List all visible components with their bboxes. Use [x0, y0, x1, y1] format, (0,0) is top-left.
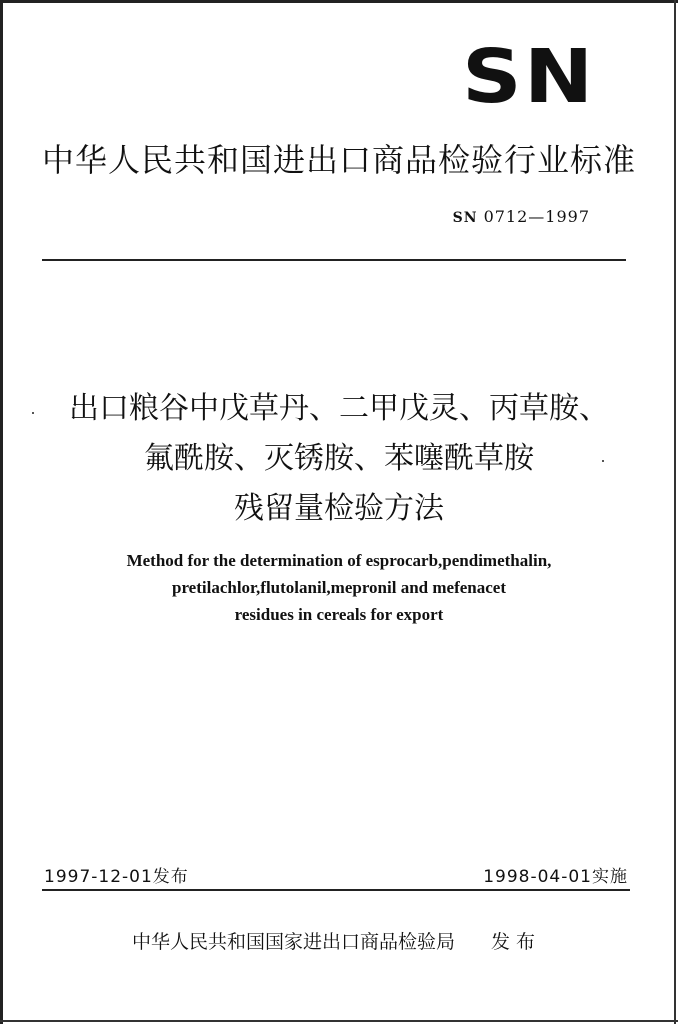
org-title: 中华人民共和国进出口商品检验行业标准 — [41, 141, 636, 179]
scan-speck — [602, 460, 604, 462]
page-border-bottom — [0, 1020, 678, 1022]
english-title — [0, 547, 678, 628]
footer-divider — [42, 889, 630, 891]
publisher-line — [132, 927, 535, 954]
chinese-title-line: 残留量检验方法 — [234, 491, 444, 526]
header-divider — [42, 259, 626, 261]
english-title-line: Method for the determination of esprocarb,pendimethalin, — [126, 551, 552, 570]
publisher-name: 中华人民共和国国家进出口商品检验局 — [132, 931, 456, 953]
english-title-line: pretilachlor,flutolanil,mepronil and mefenacet — [171, 578, 506, 597]
issue-date: 1997-12-01发布 — [44, 867, 189, 887]
standard-prefix: SN — [452, 210, 478, 226]
chinese-title-line: 氟酰胺、灭锈胺、苯噻酰草胺 — [144, 441, 534, 476]
chinese-title-line: 出口粮谷中戊草丹、二甲戊灵、丙草胺、 — [69, 391, 609, 426]
scan-speck — [32, 412, 34, 414]
publish-label: 发 布 — [491, 931, 536, 953]
standard-number: 0712—1997 — [483, 207, 590, 226]
sn-logo: SN — [462, 34, 596, 120]
page-border-top — [0, 0, 678, 3]
english-title-line: residues in cereals for export — [234, 605, 444, 624]
implementation-date: 1998-04-01实施 — [483, 867, 628, 887]
standard-code — [453, 207, 590, 226]
chinese-title — [0, 384, 678, 534]
